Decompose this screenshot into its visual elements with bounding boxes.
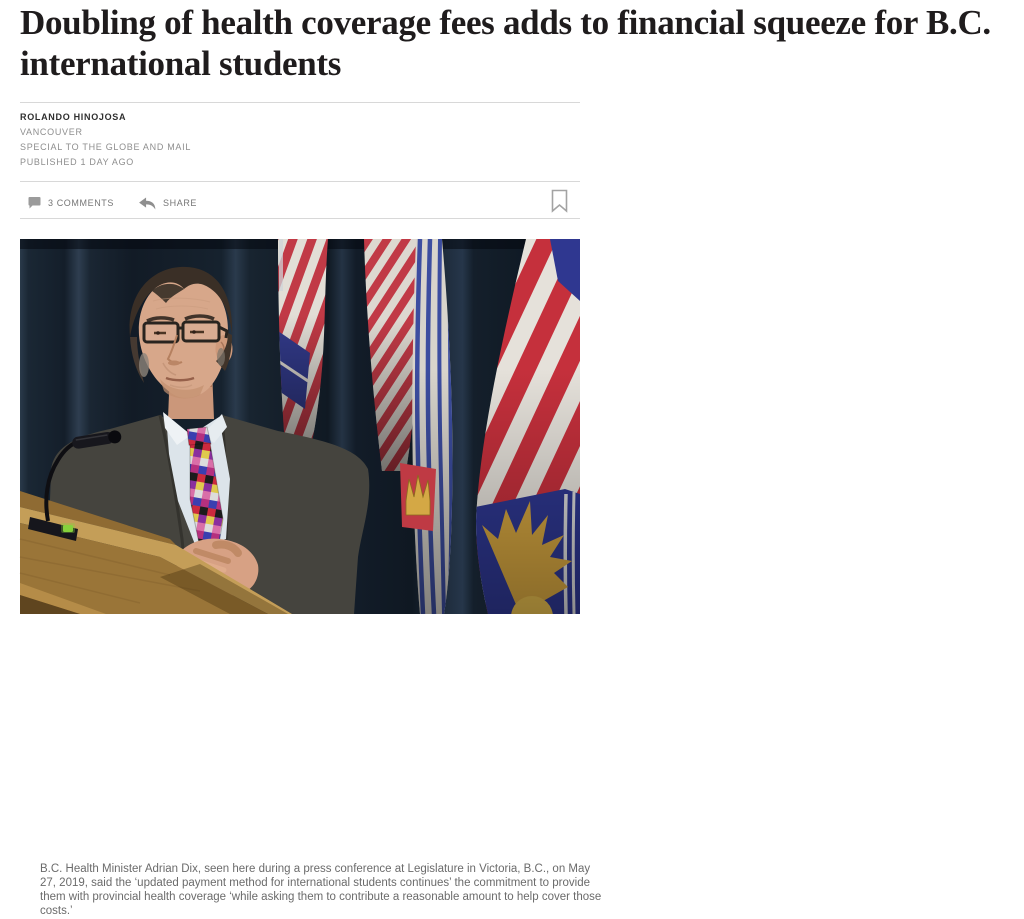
press-conference-photo	[20, 239, 580, 614]
comment-icon	[28, 197, 41, 209]
author-affiliation: SPECIAL TO THE GLOBE AND MAIL	[20, 142, 192, 152]
author-location: VANCOUVER	[20, 127, 83, 137]
bookmark-button[interactable]	[551, 189, 568, 216]
author-name: ROLANDO HINOJOSA	[20, 112, 127, 122]
photo-caption: B.C. Health Minister Adrian Dix, seen here during a press conference at Legislature in Victoria, B.C., on May 27, 2019, said the ‘updated payment method for international students continues’ the commitment to provide them with provincial health coverage ‘while asking them to contribute a reasonable amount to help cover those costs.’	[40, 863, 602, 917]
share-icon	[138, 197, 156, 210]
action-bar	[28, 190, 197, 216]
divider-byline	[20, 181, 580, 182]
comments-button[interactable]	[28, 197, 114, 209]
headline: Doubling of health coverage fees adds to financial squeeze for B.C. international students	[20, 3, 991, 83]
divider-top	[20, 102, 580, 103]
share-button[interactable]	[138, 197, 197, 210]
byline	[20, 110, 191, 170]
article-photo	[20, 239, 602, 917]
comments-label: 3 COMMENTS	[48, 198, 115, 208]
bookmark-icon	[551, 189, 568, 213]
divider-actions	[20, 218, 580, 219]
share-label: SHARE	[163, 198, 198, 208]
published-date: PUBLISHED 1 DAY AGO	[20, 157, 135, 167]
mic-indicator-light	[63, 525, 73, 532]
